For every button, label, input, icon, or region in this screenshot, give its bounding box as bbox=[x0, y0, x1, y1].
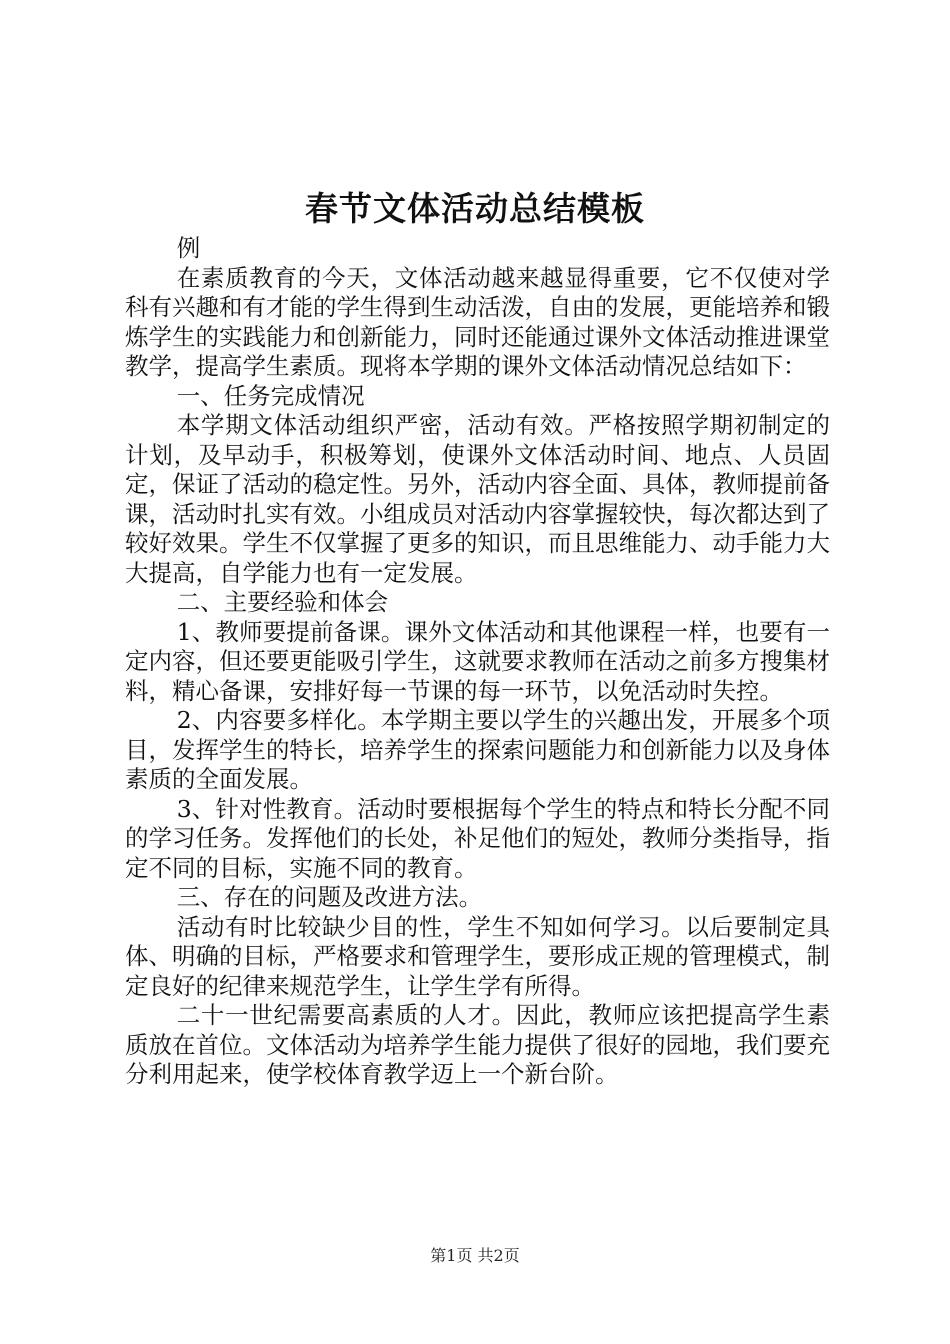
section-heading-2: 二、主要经验和体会 bbox=[176, 588, 389, 616]
paragraph-experience-2: 2、内容要多样化。本学期主要以学生的兴趣出发，开展多个项目，发挥学生的特长，培养学生的探索问题能力和创新能力以及身体素质的全面发展。 bbox=[125, 706, 830, 793]
page-number-footer: 第1页 共2页 bbox=[430, 1246, 520, 1265]
paragraph-task-completion: 本学期文体活动组织严密，活动有效。严格按照学期初制定的计划，及早动手，积极筹划，使课外文体活动时间、地点、人员固定，保证了活动的稳定性。另外，活动内容全面、具体，教师提前备课，活动时扎实有效。小组成员对活动内容掌握较快，每次都达到了较好效果。学生不仅掌握了更多的知识，而且思维能力、动手能力大大提高，自学能力也有一定发展。 bbox=[125, 411, 830, 587]
paragraph-experience-3: 3、针对性教育。活动时要根据每个学生的特点和特长分配不同的学习任务。发挥他们的长处，补足他们的短处，教师分类指导，指定不同的目标，实施不同的教育。 bbox=[125, 794, 830, 882]
paragraph-introduction: 在素质教育的今天，文体活动越来越显得重要，它不仅使对学科有兴趣和有才能的学生得到生动活泼，自由的发展，更能培养和锻炼学生的实践能力和创新能力，同时还能通过课外文体活动推进课堂教学，提高学生素质。现将本学期的课外文体活动情况总结如下： bbox=[125, 263, 830, 380]
section-heading-1: 一、任务完成情况 bbox=[176, 381, 365, 410]
paragraph-conclusion: 二十一世纪需要高素质的人才。因此，教师应该把提高学生素质放在首位。文体活动为培养学生能力提供了很好的园地，我们要充分利用起来，使学校体育教学迈上一个新台阶。 bbox=[125, 1001, 830, 1088]
paragraph-problems: 活动有时比较缺少目的性，学生不知如何学习。以后要制定具体、明确的目标，严格要求和管理学生，要形成正规的管理模式，制定良好的纪律来规范学生，让学生学有所得。 bbox=[125, 912, 830, 1000]
paragraph-experience-1: 1、教师要提前备课。课外文体活动和其他课程一样，也要有一定内容，但还要更能吸引学生，这就要求教师在活动之前多方搜集材料，精心备课，安排好每一节课的每一环节，以免活动时失控。 bbox=[125, 617, 830, 705]
paragraph-intro-label: 例 bbox=[176, 234, 201, 262]
document-title: 春节文体活动总结模板 bbox=[305, 189, 645, 228]
document-body bbox=[125, 234, 830, 1090]
section-heading-3: 三、存在的问题及改进方法。 bbox=[176, 883, 483, 911]
